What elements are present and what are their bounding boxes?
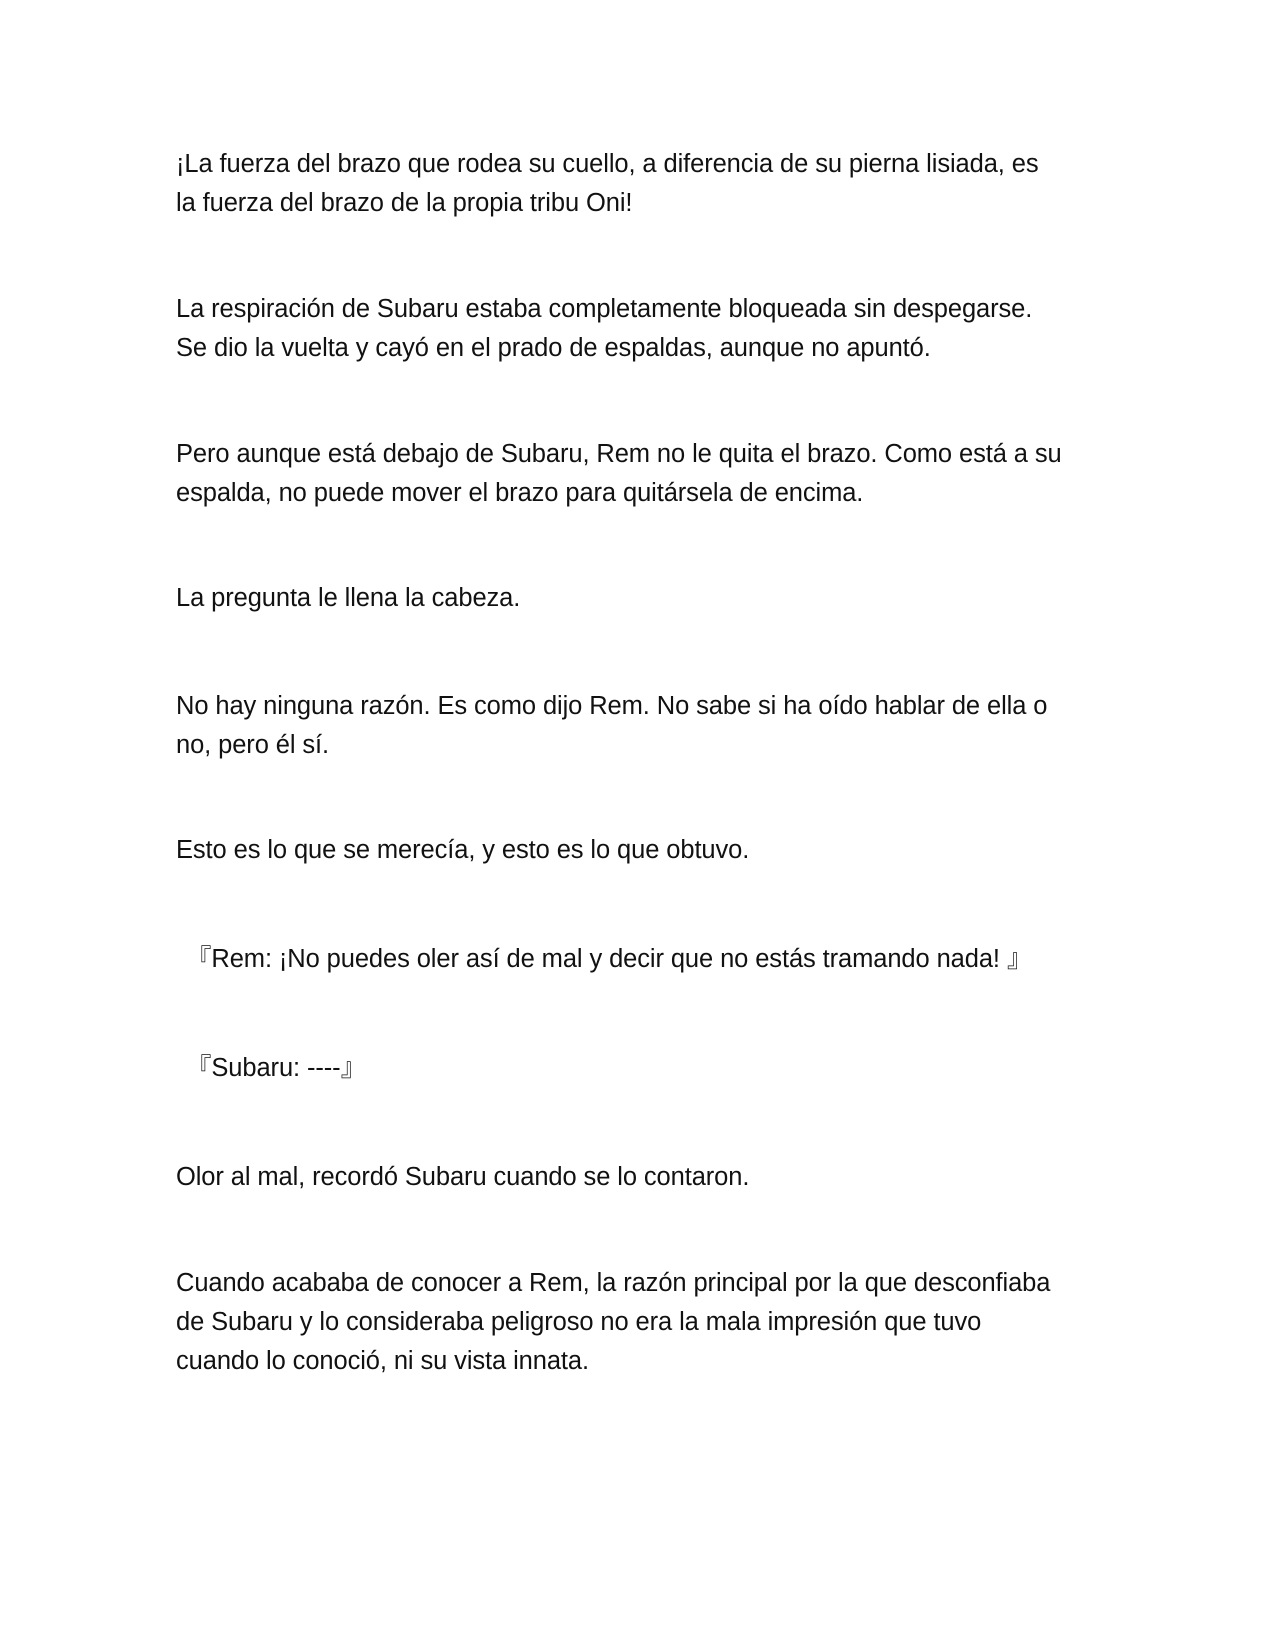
paragraph-line: Se dio la vuelta y cayó en el prado de espaldas, aunque no apuntó. (176, 334, 931, 362)
paragraph-line: 『Rem: ¡No puedes oler así de mal y decir que no estás tramando nada! 』 (186, 945, 1033, 973)
paragraph-9 (176, 1158, 1106, 1197)
paragraph-line: ¡La fuerza del brazo que rodea su cuello, a diferencia de su pierna lisiada, es (176, 150, 1039, 178)
paragraph-6 (176, 831, 1106, 870)
paragraph-line: Cuando acababa de conocer a Rem, la razón principal por la que desconfiaba (176, 1269, 1051, 1297)
paragraph-10 (176, 1264, 1106, 1381)
paragraph-line: Olor al mal, recordó Subaru cuando se lo contaron. (176, 1163, 750, 1191)
paragraph-1 (176, 145, 1106, 223)
paragraph-2 (176, 290, 1106, 368)
paragraph-line: no, pero él sí. (176, 731, 330, 759)
paragraph-line: La respiración de Subaru estaba completamente bloqueada sin despegarse. (176, 295, 1033, 323)
paragraph-line: Pero aunque está debajo de Subaru, Rem no le quita el brazo. Como está a su (176, 440, 1062, 468)
paragraph-4 (176, 579, 1106, 618)
paragraph-3 (176, 435, 1106, 513)
paragraph-line: cuando lo conoció, ni su vista innata. (176, 1347, 589, 1375)
paragraph-5 (176, 687, 1106, 765)
paragraph-line: de Subaru y lo consideraba peligroso no era la mala impresión que tuvo (176, 1308, 982, 1336)
paragraph-line: la fuerza del brazo de la propia tribu Oni! (176, 189, 633, 217)
paragraph-line: La pregunta le llena la cabeza. (176, 584, 521, 612)
paragraph-line: Esto es lo que se merecía, y esto es lo que obtuvo. (176, 836, 750, 864)
dialogue-rem (186, 940, 1116, 979)
paragraph-line: No hay ninguna razón. Es como dijo Rem. No sabe si ha oído hablar de ella o (176, 692, 1048, 720)
paragraph-line: 『Subaru: ----』 (186, 1054, 366, 1082)
dialogue-subaru (186, 1049, 1116, 1088)
paragraph-line: espalda, no puede mover el brazo para quitársela de encima. (176, 479, 864, 507)
